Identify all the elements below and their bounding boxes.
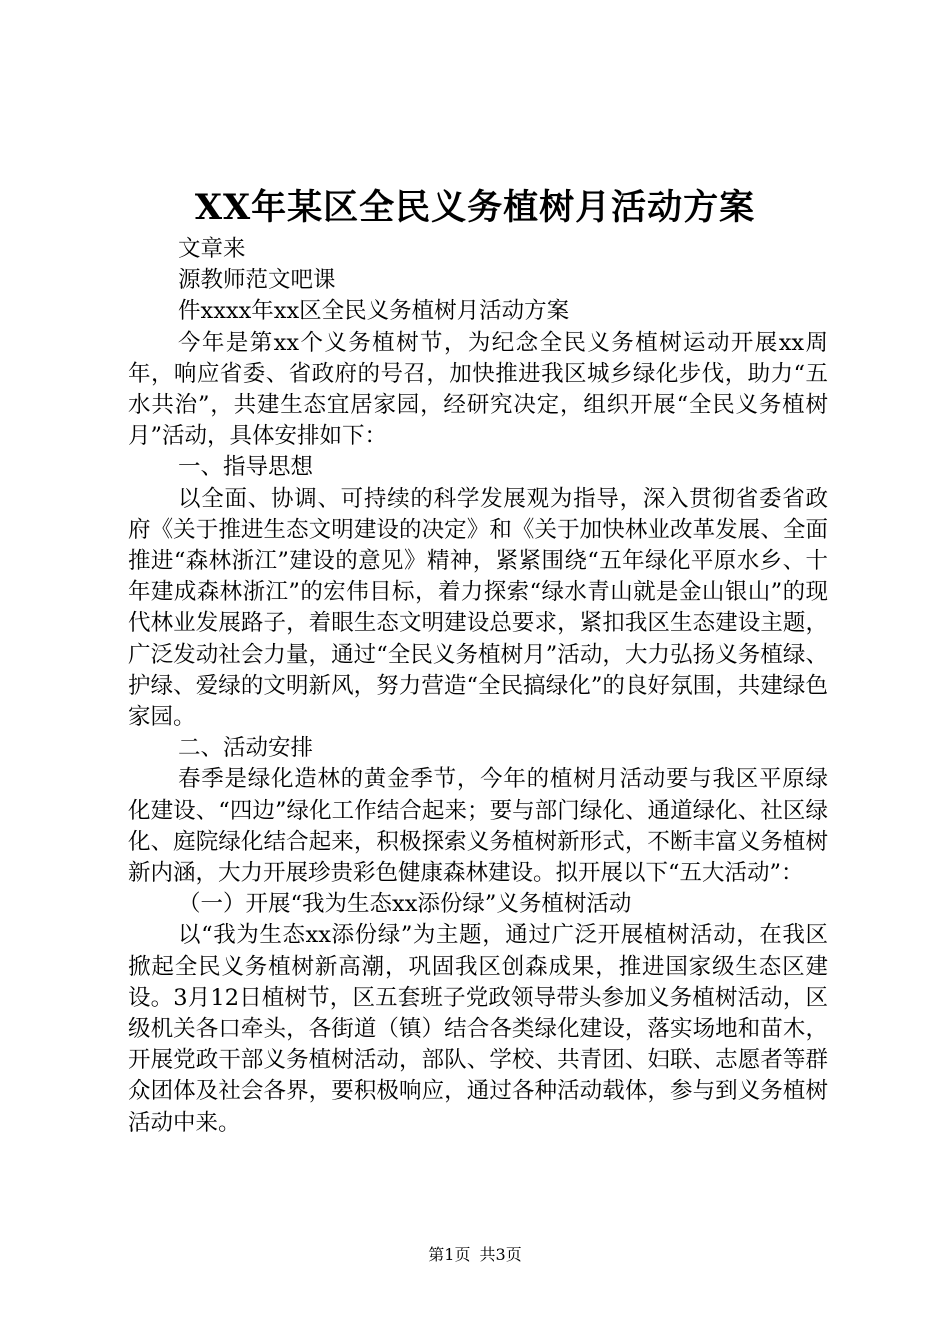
document-title: XX年某区全民义务植树月活动方案	[194, 187, 756, 228]
paragraph: 以“我为生态xx添份绿”为主题，通过广泛开展植树活动，在我区掀起全民义务植树新高潮，巩固我区创森成果，推进国家级生态区建设。3月12日植树节，区五套班子党政领导带头参加义务植树活动，区级机关各口牵头，各街道（镇）结合各类绿化建设，落实场地和苗木，开展党政干部义务植树活动，部队、学校、共青团、妇联、志愿者等群众团体及社会各界，要积极响应，通过各种活动载体，参与到义务植树活动中来。	[128, 922, 828, 1136]
paragraph: 文章来	[178, 236, 246, 262]
page-footer	[0, 1244, 950, 1266]
paragraph: 今年是第xx个义务植树节，为纪念全民义务植树运动开展xx周年，响应省委、省政府的号召，加快推进我区城乡绿化步伐，助力“五水共治”，共建生态宜居家园，经研究决定，组织开展“全民义务植树月”活动，具体安排如下：	[128, 329, 828, 450]
paragraph: 以全面、协调、可持续的科学发展观为指导，深入贯彻省委省政府《关于推进生态文明建设的决定》和《关于加快林业改革发展、全面推进“森林浙江”建设的意见》精神，紧紧围绕“五年绿化平原水乡、十年建成森林浙江”的宏伟目标，着力探索“绿水青山就是金山银山”的现代林业发展路子，着眼生态文明建设总要求，紧扣我区生态建设主题，广泛发动社会力量，通过“全民义务植树月”活动，大力弘扬义务植绿、护绿、爱绿的文明新风，努力营造“全民搞绿化”的良好氛围，共建绿色家园。	[128, 485, 828, 731]
page-total: 共3页	[479, 1245, 522, 1264]
subsection-heading: （一）开展“我为生态xx添份绿”义务植树活动	[178, 891, 632, 918]
section-heading: 二、活动安排	[178, 735, 314, 762]
paragraph: 春季是绿化造林的黄金季节，今年的植树月活动要与我区平原绿化建设、“四边”绿化工作结合起来；要与部门绿化、通道绿化、社区绿化、庭院绿化结合起来，积极探索义务植树新形式，不断丰富义务植树新内涵，大力开展珍贵彩色健康森林建设。拟开展以下“五大活动”：	[128, 766, 828, 887]
paragraph: 源教师范文吧课	[178, 267, 336, 294]
section-heading: 一、指导思想	[178, 454, 314, 481]
page-number: 第1页	[428, 1245, 471, 1264]
paragraph: 件xxxx年xx区全民义务植树月活动方案	[178, 298, 570, 325]
document-body	[128, 234, 828, 1139]
